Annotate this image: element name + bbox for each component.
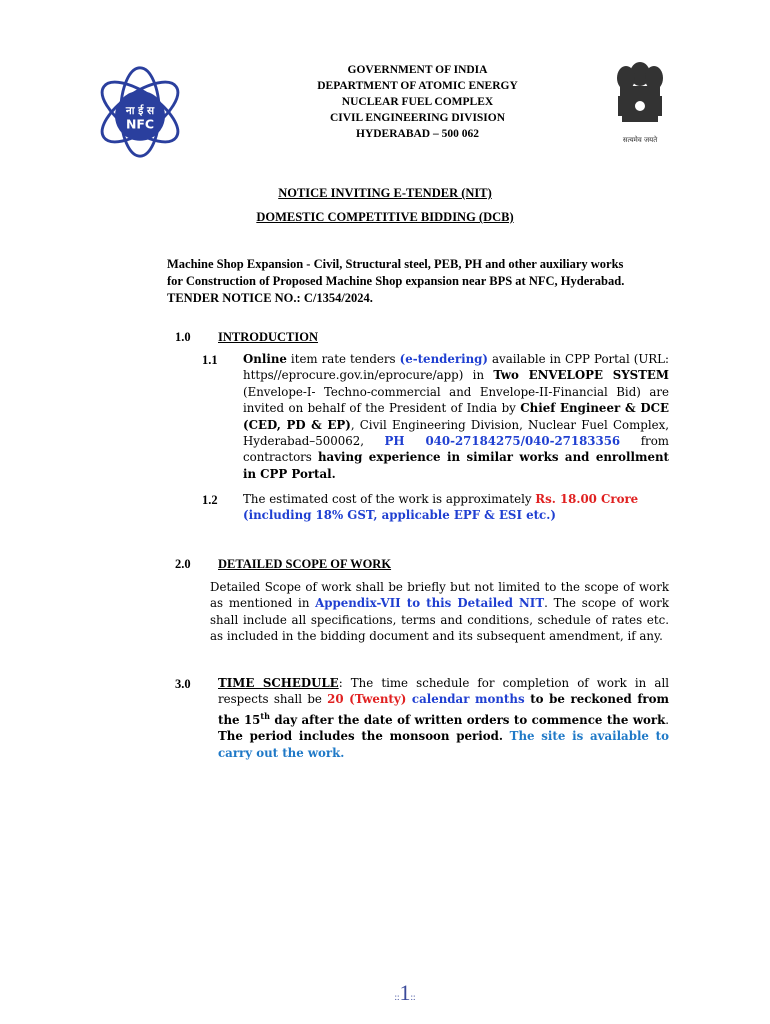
section-heading-scope: DETAILED SCOPE OF WORK — [218, 557, 392, 571]
section-number-intro: 1.0 — [175, 330, 191, 344]
schedule-text: TIME SCHEDULE: The time schedule for completion of work in all respects shall be 20 (Twenty) calendar months to be reckoned from the 15th day after the date of written orders to commence the work. The period includes the monsoon period. The site is available to carry out the work. — [218, 676, 669, 760]
work-title-block — [167, 256, 697, 307]
nfc-logo-devanagari: ना ई स — [125, 104, 155, 117]
section-heading-schedule: TIME SCHEDULE — [218, 676, 339, 690]
notice-subtitle: DOMESTIC COMPETITIVE BIDDING (DCB) — [256, 210, 514, 224]
section-number-schedule: 3.0 — [175, 677, 191, 691]
clause-number-1-2: 1.2 — [202, 493, 218, 507]
header-line-department: DEPARTMENT OF ATOMIC ENERGY — [317, 80, 518, 92]
tender-notice-number: C/1354/2024. — [303, 291, 373, 305]
section-heading-intro: INTRODUCTION — [218, 330, 319, 344]
section-number-scope: 2.0 — [175, 557, 191, 571]
emblem-motto: सत्यमेव जयते — [622, 136, 658, 144]
header-line-government: GOVERNMENT OF INDIA — [347, 64, 488, 76]
nfc-logo-initials: NFC — [125, 116, 155, 132]
national-emblem-icon — [610, 52, 670, 148]
clause-1-1-text: Online item rate tenders (e-tendering) available in CPP Portal (URL: https//eprocure.gov.in/eprocure/app) in Two ENVELOPE SYSTEM (Envelope-I- Techno-commercial and Envelope-II-Financial Bid) are invited on behalf of the President of India by Chief Engineer & DCE (CED, PD & EP), Civil Engineering Division, Nuclear Fuel Complex, Hyderabad–500062, PH 040-27184275/040-27183356 from contractors having experience in similar works and enrollment in CPP Portal. — [243, 352, 669, 481]
work-title-line-2: for Construction of Proposed Machine Shop expansion near BPS at NFC, Hyderabad. — [167, 274, 625, 288]
header-line-city: HYDERABAD – 500 062 — [356, 128, 479, 140]
header-line-complex: NUCLEAR FUEL COMPLEX — [341, 96, 494, 108]
page-number: ::1:: — [394, 980, 416, 1005]
clause-1-2-text: The estimated cost of the work is approximately Rs. 18.00 Crore (including 18% GST, applicable EPF & ESI etc.) — [243, 492, 639, 523]
scope-text: Detailed Scope of work shall be briefly but not limited to the scope of work as mentioned in Appendix-VII to this Detailed NIT. The scope of work shall include all specifications, terms and conditions, schedule of rates etc. as included in the bidding document and its subsequent amendment, if any. — [210, 580, 669, 644]
header-line-division: CIVIL ENGINEERING DIVISION — [329, 112, 506, 124]
tender-notice-line — [167, 290, 697, 307]
header-organisation-block — [250, 62, 585, 142]
clause-number-1-1: 1.1 — [202, 353, 218, 367]
nfc-logo-icon — [92, 64, 188, 160]
tender-notice-label: TENDER NOTICE NO.: — [167, 291, 301, 305]
notice-title: NOTICE INVITING E-TENDER (NIT) — [278, 186, 492, 200]
work-title-line-1: Machine Shop Expansion - Civil, Structural steel, PEB, PH and other auxiliary works — [167, 257, 624, 271]
